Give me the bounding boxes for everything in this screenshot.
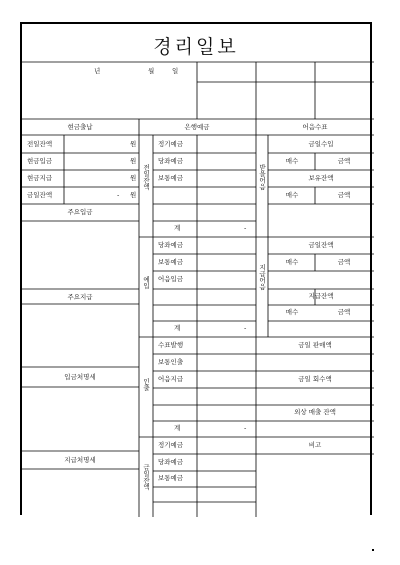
bank-total-label: 계 — [174, 424, 181, 432]
payment-detail-label: 지급처명세 — [64, 456, 96, 464]
bank-deposit-label: 예입 — [142, 276, 150, 289]
bank-item: 어음입금 — [158, 275, 184, 283]
bank-item: 보통예금 — [158, 174, 184, 182]
bank-item: 보통인출 — [158, 358, 184, 366]
notes-item: 금일수입 — [308, 140, 334, 148]
date-month-label: 월 — [148, 67, 155, 75]
notes-amount-label: 금액 — [337, 308, 351, 316]
page-title: 경리일보 — [153, 36, 239, 58]
bank-total-dash: - — [244, 424, 247, 432]
page-mark — [372, 549, 374, 551]
bank-today-label: 금일잔액 — [142, 464, 150, 490]
bank-item: 정기예금 — [158, 140, 184, 148]
cash-row-label: 현금지급 — [27, 174, 53, 182]
receivable-balance-label: 외상 매출 잔액 — [294, 408, 336, 416]
main-payment-label: 주요지급 — [67, 293, 93, 301]
notes-count-label: 매수 — [285, 191, 299, 199]
cash-row-label: 전일잔액 — [27, 140, 53, 148]
notes-amount-label: 금액 — [337, 191, 351, 199]
notes-count-label: 매수 — [285, 157, 299, 165]
ledger-sheet — [20, 22, 372, 515]
notes-count-label: 매수 — [285, 308, 299, 316]
cash-header: 현금출납 — [67, 123, 93, 131]
remarks-label: 비고 — [308, 441, 322, 449]
bank-total-label: 계 — [174, 324, 181, 332]
date-day-label: 일 — [172, 67, 179, 75]
notes-item: 보유잔액 — [308, 174, 334, 182]
date-year-label: 년 — [94, 67, 101, 75]
bank-header: 은행예금 — [184, 123, 210, 131]
notes-count-label: 매수 — [285, 258, 299, 266]
cash-row-unit: 원 — [130, 157, 137, 165]
bank-item: 어음지급 — [158, 375, 184, 383]
bank-item: 보통예금 — [158, 474, 184, 482]
notes-header: 어음수표 — [302, 123, 328, 131]
cash-row-unit: 원 — [130, 191, 137, 199]
bank-item: 당좌예금 — [158, 458, 184, 466]
bank-item: 정기예금 — [158, 441, 184, 449]
bank-withdraw-label: 인출 — [142, 378, 150, 391]
bank-item: 당좌예금 — [158, 241, 184, 249]
bank-total-dash: - — [244, 224, 247, 232]
notes-amount-label: 금액 — [337, 258, 351, 266]
bank-item: 당좌예금 — [158, 157, 184, 165]
bank-total-dash: - — [244, 324, 247, 332]
bank-total-label: 계 — [174, 224, 181, 232]
cash-row-label: 금일잔액 — [27, 191, 53, 199]
main-income-label: 주요입금 — [67, 208, 93, 216]
cash-row-unit: 원 — [130, 140, 137, 148]
deposit-detail-label: 입금처명세 — [64, 373, 96, 381]
cash-row-label: 현금입금 — [27, 157, 53, 165]
notes-item: 지급잔액 — [308, 292, 334, 300]
bank-prev-balance-label: 전일잔액 — [142, 164, 150, 190]
notes-amount-label: 금액 — [337, 157, 351, 165]
bank-item: 보통예금 — [158, 258, 184, 266]
notes-item: 금일잔액 — [308, 241, 334, 249]
cash-row-dash: - — [117, 191, 120, 199]
cash-row-unit: 원 — [130, 174, 137, 182]
today-collection-label: 금일 회수액 — [298, 375, 332, 383]
bank-item: 수표발행 — [158, 341, 184, 349]
today-sales-label: 금일 판매액 — [298, 341, 332, 349]
notes-paid-label: 지급어음 — [258, 264, 266, 290]
notes-received-label: 받을어음 — [258, 164, 266, 190]
